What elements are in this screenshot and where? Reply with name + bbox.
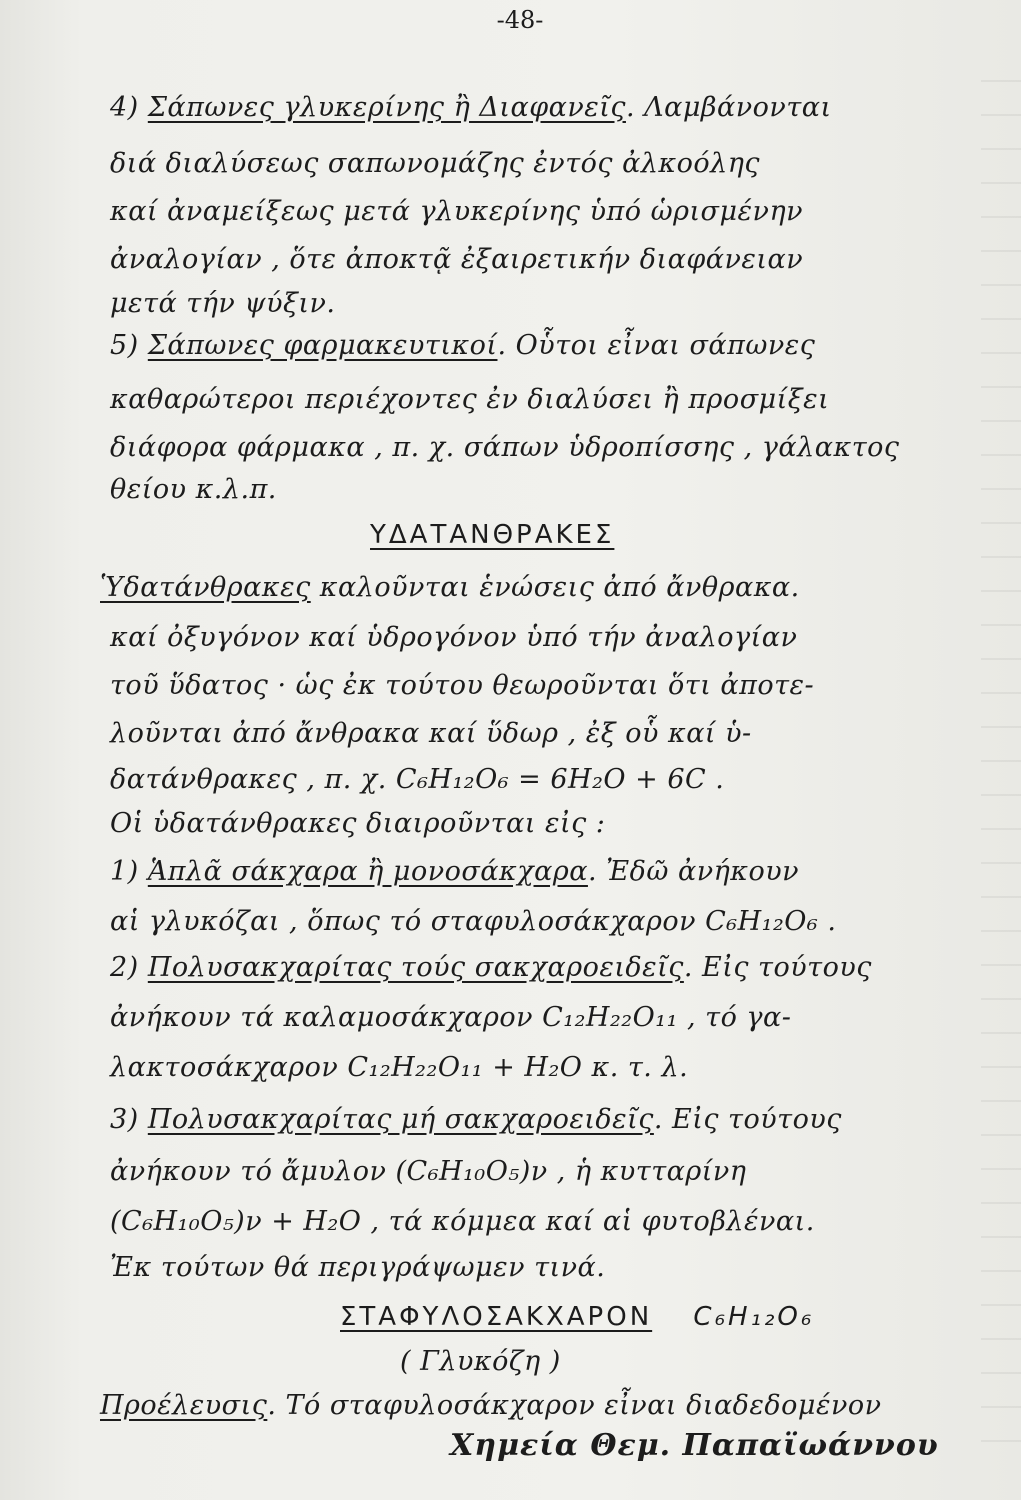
text-line: τοῦ ὕδατος · ὡς ἐκ τούτου θεωροῦνται ὅτι ἀποτε- [110,670,815,701]
item-number: 1) [110,856,139,887]
item-number: 3) [110,1104,139,1135]
section-heading: ΥΔΑΤΑΝΘΡΑΚΕΣ [370,520,615,550]
text-line: Ἐκ τούτων θά περιγράψωμεν τινά. [110,1252,606,1283]
text-line: (C₆H₁₀O₅)ν + H₂O , τά κόμμεα καί αἱ φυτοβλέναι. [110,1206,815,1237]
sub-heading-title: ΣΤΑΦΥΛΟΣΑΚΧΑΡΟΝ [340,1302,653,1332]
text-line: ἀναλογίαν , ὅτε ἀποκτᾷ ἐξαιρετικήν διαφάνειαν [110,244,804,275]
text-line: καί ὀξυγόνον καί ὑδρογόνον ὑπό τήν ἀναλογίαν [110,622,798,653]
paragraph-4-line-1 [110,92,832,123]
type-1-line-1 [110,856,799,887]
provenance-text: . Τό σταφυλοσάκχαρον εἶναι διαδεδομένον [267,1390,882,1421]
text-line: θείου κ.λ.π. [110,474,277,505]
paragraph-5-line-1 [110,330,815,361]
item-title: Ἁπλᾶ σάκχαρα ἢ μονοσάκχαρα [147,856,588,887]
text-line: λακτοσάκχαρον C₁₂H₂₂O₁₁ + H₂O κ. τ. λ. [110,1052,689,1083]
bleed-through-texture [981,80,1021,1460]
item-text: . Εἰς τούτους [683,952,872,983]
author-signature: Χημεία Θεμ. Παπαϊωάννου [450,1428,939,1463]
type-2-line-1 [110,952,872,983]
sub-heading-paren: ( Γλυκόζη ) [400,1346,561,1377]
text-line: αἱ γλυκόζαι , ὅπως τό σταφυλοσάκχαρον C₆H₁₂O₆ . [110,906,837,937]
item-number: 4) [110,92,139,123]
text-line: Οἱ ὑδατάνθρακες διαιροῦνται εἰς : [110,808,606,839]
carbo-text: καλοῦνται ἑνώσεις ἀπό ἄνθρακα. [310,572,800,603]
text-line: διάφορα φάρμακα , π. χ. σάπων ὑδροπίσσης , γάλακτος [110,432,900,463]
provenance-term: Προέλευσις [100,1390,268,1421]
item-text: . Οὗτοι εἶναι σάπωνες [497,330,816,361]
item-text: . Λαμβάνονται [625,92,832,123]
type-3-line-1 [110,1104,842,1135]
sub-heading [340,1302,814,1332]
item-title: Σάπωνες γλυκερίνης ἢ Διαφανεῖς [147,92,626,123]
provenance-line [100,1390,882,1421]
item-number: 5) [110,330,139,361]
page-number: -48- [496,6,544,34]
text-line: λοῦνται ἀπό ἄνθρακα καί ὕδωρ , ἐξ οὗ καί ὑ- [110,718,752,749]
carbo-line-1 [100,572,800,603]
text-line: δατάνθρακες , π. χ. C₆H₁₂O₆ = 6H₂O + 6C . [110,764,725,795]
text-line: καί ἀναμείξεως μετά γλυκερίνης ὑπό ὡρισμένην [110,196,804,227]
item-title: Πολυσακχαρίτας μή σακχαροειδεῖς [147,1104,654,1135]
item-title: Πολυσακχαρίτας τούς σακχαροειδεῖς [147,952,684,983]
text-line: μετά τήν ψύξιν. [110,288,336,319]
carbo-term: Ὑδατάνθρακες [100,572,311,603]
item-title: Σάπωνες φαρμακευτικοί [147,330,498,361]
text-line: ἀνήκουν τά καλαμοσάκχαρον C₁₂H₂₂O₁₁ , τό γα- [110,1002,792,1033]
item-text: . Εἰς τούτους [653,1104,842,1135]
item-text: . Ἐδῶ ἀνήκουν [587,856,800,887]
sub-heading-formula: C₆H₁₂O₆ [693,1302,815,1332]
text-line: ἀνήκουν τό ἄμυλον (C₆H₁₀O₅)ν , ἡ κυτταρίνη [110,1156,747,1187]
text-line: διά διαλύσεως σαπωνομάζης ἐντός ἀλκοόλης [110,148,761,179]
item-number: 2) [110,952,139,983]
text-line: καθαρώτεροι περιέχοντες ἐν διαλύσει ἢ προσμίξει [110,384,830,415]
